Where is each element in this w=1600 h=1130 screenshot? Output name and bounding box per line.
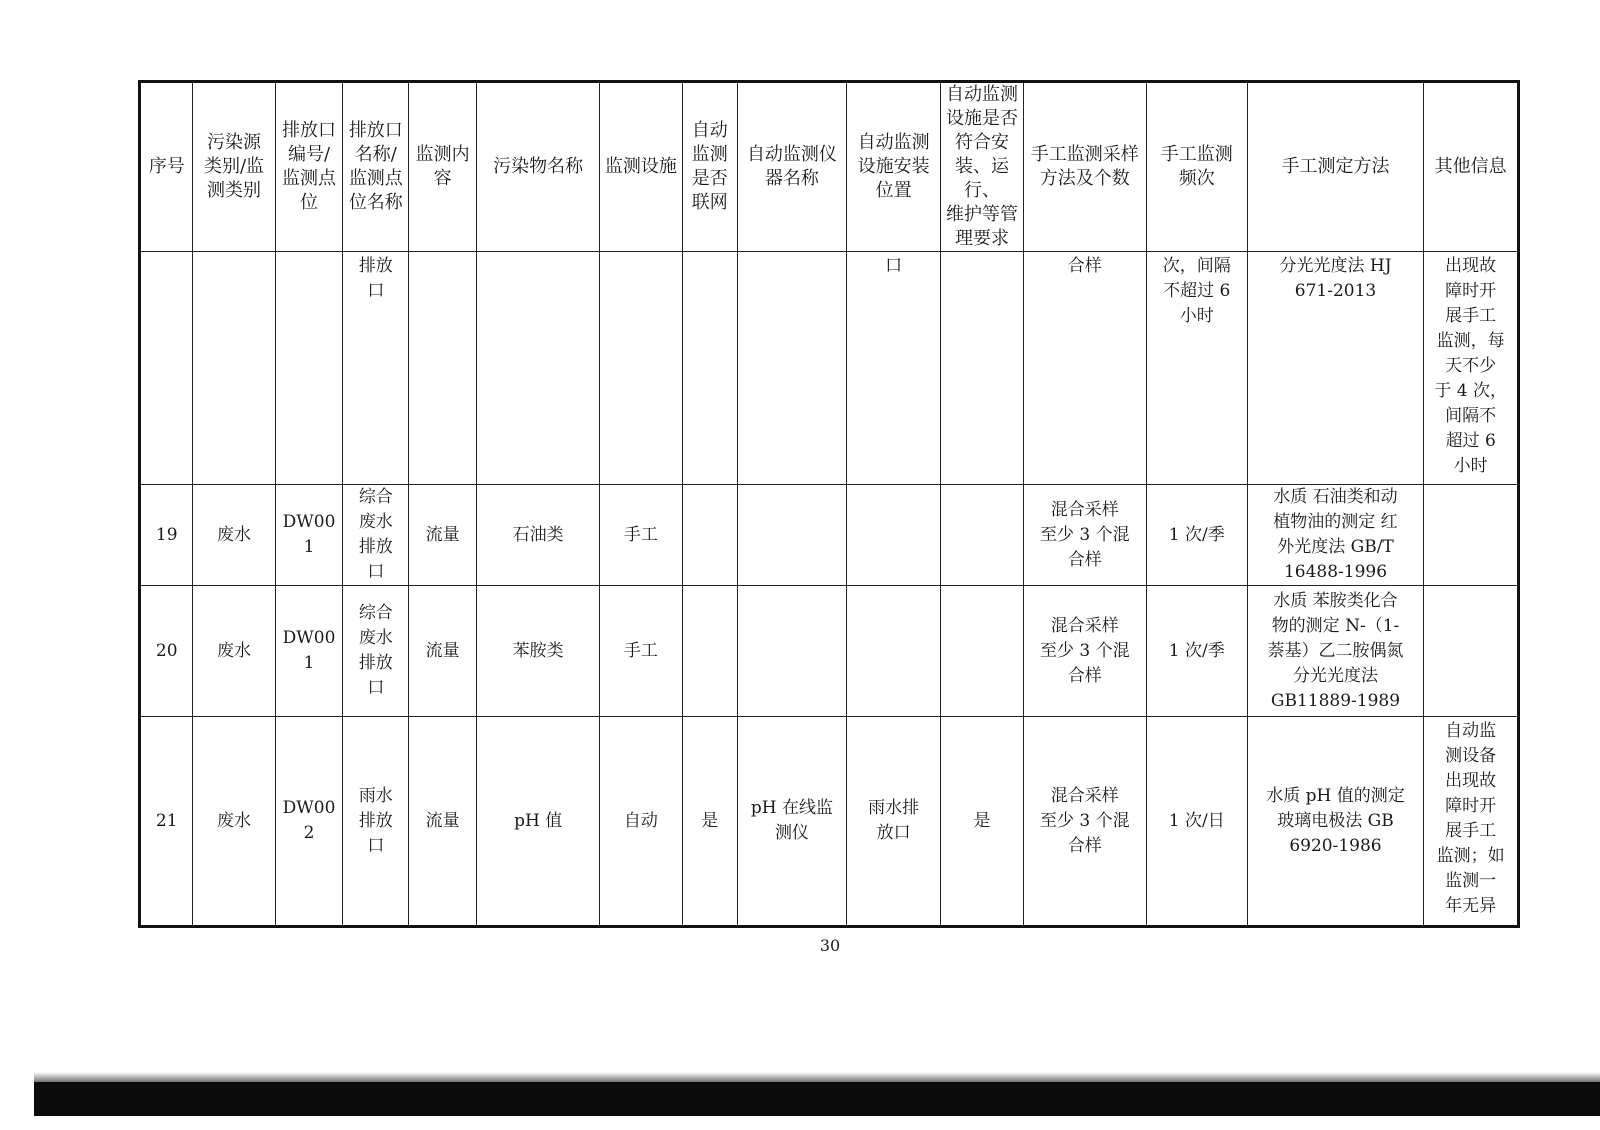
table-cell (1424, 485, 1519, 586)
table-cell (737, 586, 846, 717)
table-cell: 自动监 测设备 出现故 障时开 展手工 监测；如 监测一 年无异 (1424, 717, 1519, 927)
header-cell: 其他信息 (1424, 82, 1519, 252)
table-cell (1424, 586, 1519, 717)
header-cell: 自动监测 设施安装 位置 (846, 82, 941, 252)
table-cell: 废水 (193, 586, 275, 717)
table-cell (941, 485, 1023, 586)
header-cell: 手工监测采样 方法及个数 (1023, 82, 1146, 252)
table-cell (737, 485, 846, 586)
table-cell: 排放 口 (343, 252, 409, 485)
page-number: 30 (819, 936, 841, 955)
header-cell: 自动监测仪 器名称 (737, 82, 846, 252)
table-row (140, 485, 1519, 586)
table-cell: 分光光度法 HJ 671-2013 (1247, 252, 1424, 485)
header-cell: 手工监测 频次 (1146, 82, 1247, 252)
header-cell: 监测内 容 (409, 82, 477, 252)
table-cell: 雨水排 放口 (846, 717, 941, 927)
table-cell: 手工 (600, 485, 682, 586)
table-cell: 21 (140, 717, 193, 927)
table-cell: 出现故 障时开 展手工 监测，每 天不少 于 4 次， 间隔不 超过 6 小时 (1424, 252, 1519, 485)
table-cell: 综合 废水 排放 口 (343, 485, 409, 586)
table-cell: DW00 1 (275, 485, 343, 586)
table-row (140, 586, 1519, 717)
table-row-continued (140, 252, 1519, 485)
table-cell (409, 252, 477, 485)
table-cell: 20 (140, 586, 193, 717)
table-cell: 是 (682, 717, 737, 927)
table-cell: 1 次/季 (1146, 586, 1247, 717)
table-cell: DW00 2 (275, 717, 343, 927)
table-cell: 1 次/日 (1146, 717, 1247, 927)
table-cell: 流量 (409, 717, 477, 927)
header-cell: 排放口 名称/ 监测点 位名称 (343, 82, 409, 252)
table-cell: 石油类 (477, 485, 600, 586)
table-cell: 流量 (409, 485, 477, 586)
header-cell: 自动 监测 是否 联网 (682, 82, 737, 252)
table-cell: 手工 (600, 586, 682, 717)
table-cell (941, 586, 1023, 717)
table-cell (846, 586, 941, 717)
header-cell: 污染物名称 (477, 82, 600, 252)
table-cell: 合样 (1023, 252, 1146, 485)
table-cell: 水质 pH 值的测定 玻璃电极法 GB 6920-1986 (1247, 717, 1424, 927)
header-row (140, 82, 1519, 252)
table-cell: 口 (846, 252, 941, 485)
table-cell (737, 252, 846, 485)
header-cell: 手工测定方法 (1247, 82, 1424, 252)
table-cell (682, 586, 737, 717)
table-cell: 是 (941, 717, 1023, 927)
header-cell: 排放口 编号/ 监测点 位 (275, 82, 343, 252)
table-cell: 水质 石油类和动 植物油的测定 红 外光度法 GB/T 16488-1996 (1247, 485, 1424, 586)
header-cell: 自动监测 设施是否 符合安 装、运行、 维护等管 理要求 (941, 82, 1023, 252)
table-cell (600, 252, 682, 485)
table-cell: 混合采样 至少 3 个混 合样 (1023, 586, 1146, 717)
table-cell (140, 252, 193, 485)
table-cell: pH 值 (477, 717, 600, 927)
scan-edge-bar (34, 1082, 1600, 1116)
table-cell: 混合采样 至少 3 个混 合样 (1023, 717, 1146, 927)
table-cell: 1 次/季 (1146, 485, 1247, 586)
table-cell: DW00 1 (275, 586, 343, 717)
table-cell (682, 485, 737, 586)
table-cell (941, 252, 1023, 485)
header-cell: 序号 (140, 82, 193, 252)
header-cell: 监测设施 (600, 82, 682, 252)
table-cell (477, 252, 600, 485)
table-row (140, 717, 1519, 927)
header-cell: 污染源 类别/监 测类别 (193, 82, 275, 252)
table-cell (275, 252, 343, 485)
table-cell (846, 485, 941, 586)
table-cell: 水质 苯胺类化合 物的测定 N-（1- 萘基）乙二胺偶氮 分光光度法 GB11889-1989 (1247, 586, 1424, 717)
table-cell: 流量 (409, 586, 477, 717)
scan-shadow (34, 1072, 1600, 1082)
table-cell: 综合 废水 排放 口 (343, 586, 409, 717)
table-cell: pH 在线监 测仪 (737, 717, 846, 927)
table-cell: 废水 (193, 485, 275, 586)
table-cell: 苯胺类 (477, 586, 600, 717)
table-cell: 雨水 排放 口 (343, 717, 409, 927)
table-cell: 废水 (193, 717, 275, 927)
table-cell: 自动 (600, 717, 682, 927)
table-cell (682, 252, 737, 485)
table-cell (193, 252, 275, 485)
table-cell: 混合采样 至少 3 个混 合样 (1023, 485, 1146, 586)
table-cell: 次，间隔 不超过 6 小时 (1146, 252, 1247, 485)
monitoring-table (138, 80, 1520, 928)
table-cell: 19 (140, 485, 193, 586)
